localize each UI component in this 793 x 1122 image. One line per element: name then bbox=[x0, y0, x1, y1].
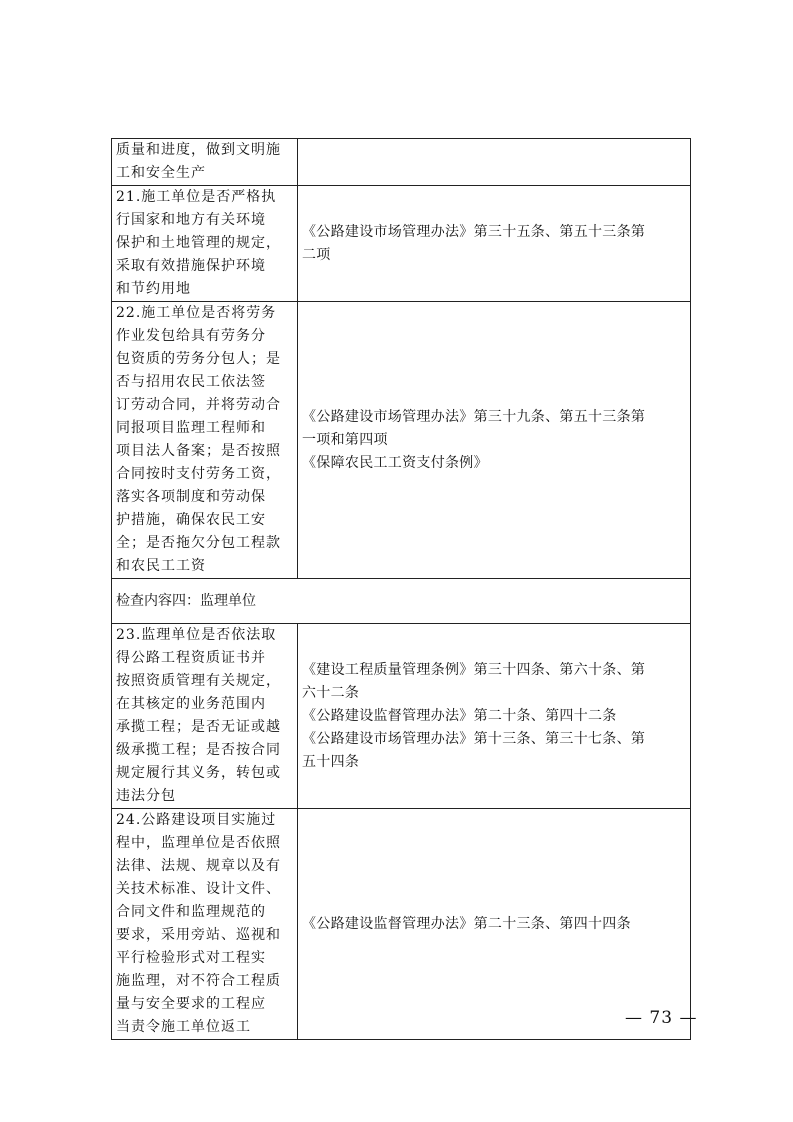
inspection-table bbox=[111, 138, 691, 1040]
item-line: 否与招用农民工依法签 bbox=[116, 374, 266, 390]
item-line: 量与安全要求的工程应 bbox=[116, 996, 266, 1012]
basis-cell bbox=[298, 139, 691, 186]
item-line: 得公路工程资质证书并 bbox=[116, 650, 266, 666]
item-cell bbox=[112, 186, 298, 302]
item-line: 承揽工程；是否无证或越 bbox=[116, 719, 281, 735]
basis-line: 《公路建设市场管理办法》第三十五条、第五十三条第 bbox=[302, 223, 646, 240]
section-row bbox=[112, 579, 691, 624]
item-line: 违法分包 bbox=[116, 788, 176, 804]
item-line: 工和安全生产 bbox=[116, 165, 206, 181]
item-line: 落实各项制度和劳动保 bbox=[116, 489, 266, 505]
table-row bbox=[112, 809, 691, 1040]
item-line: 法律、法规、规章以及有 bbox=[116, 858, 281, 874]
basis-line: 二项 bbox=[302, 246, 331, 263]
item-line: 当责令施工单位返工 bbox=[116, 1019, 251, 1035]
table-row bbox=[112, 302, 691, 579]
basis-line: 五十四条 bbox=[302, 753, 360, 770]
basis-line: 《保障农民工工资支付条例》 bbox=[302, 454, 488, 471]
item-line: 行国家和地方有关环境 bbox=[116, 212, 266, 228]
item-line: 施监理，对不符合工程质 bbox=[116, 973, 281, 989]
table-row bbox=[112, 139, 691, 186]
item-line: 保护和土地管理的规定， bbox=[116, 235, 281, 251]
table-row bbox=[112, 186, 691, 302]
item-line: 22.施工单位是否将劳务 bbox=[116, 305, 277, 321]
item-line: 和节约用地 bbox=[116, 281, 191, 297]
basis-cell bbox=[298, 624, 691, 809]
section-heading: 检查内容四：监理单位 bbox=[112, 579, 691, 624]
basis-line: 《建设工程质量管理条例》第三十四条、第六十条、第 bbox=[302, 661, 646, 678]
basis-line: 《公路建设市场管理办法》第十三条、第三十七条、第 bbox=[302, 730, 646, 747]
item-cell bbox=[112, 624, 298, 809]
item-line: 关技术标准、设计文件、 bbox=[116, 881, 281, 897]
item-line: 要求，采用旁站、巡视和 bbox=[116, 927, 281, 943]
item-cell bbox=[112, 139, 298, 186]
basis-line: 《公路建设监督管理办法》第二十条、第四十二条 bbox=[302, 707, 617, 724]
item-line: 按照资质管理有关规定， bbox=[116, 673, 281, 689]
item-line: 程中，监理单位是否依照 bbox=[116, 835, 281, 851]
page-number: — 73 — bbox=[625, 1008, 698, 1028]
item-line: 合同文件和监理规范的 bbox=[116, 904, 266, 920]
item-line: 级承揽工程；是否按合同 bbox=[116, 742, 281, 758]
item-line: 同报项目监理工程师和 bbox=[116, 420, 266, 436]
item-line: 在其核定的业务范围内 bbox=[116, 696, 266, 712]
item-line: 规定履行其义务，转包或 bbox=[116, 765, 281, 781]
basis-line: 《公路建设市场管理办法》第三十九条、第五十三条第 bbox=[302, 408, 646, 425]
table-row bbox=[112, 624, 691, 809]
item-line: 护措施，确保农民工安 bbox=[116, 512, 266, 528]
item-line: 24.公路建设项目实施过 bbox=[116, 812, 277, 828]
item-line: 作业发包给具有劳务分 bbox=[116, 328, 266, 344]
item-line: 质量和进度，做到文明施 bbox=[116, 142, 281, 158]
item-line: 合同按时支付劳务工资， bbox=[116, 466, 281, 482]
item-line: 21.施工单位是否严格执 bbox=[116, 189, 277, 205]
item-cell bbox=[112, 302, 298, 579]
basis-cell bbox=[298, 186, 691, 302]
item-cell bbox=[112, 809, 298, 1040]
item-line: 平行检验形式对工程实 bbox=[116, 950, 266, 966]
basis-line: 六十二条 bbox=[302, 684, 360, 701]
basis-line: 一项和第四项 bbox=[302, 431, 388, 448]
item-line: 和农民工工资 bbox=[116, 558, 206, 574]
item-line: 包资质的劳务分包人；是 bbox=[116, 351, 281, 367]
basis-line: 《公路建设监督管理办法》第二十三条、第四十四条 bbox=[302, 915, 631, 932]
item-line: 采取有效措施保护环境 bbox=[116, 258, 266, 274]
item-line: 订劳动合同，并将劳动合 bbox=[116, 397, 281, 413]
item-line: 23.监理单位是否依法取 bbox=[116, 627, 277, 643]
item-line: 项目法人备案；是否按照 bbox=[116, 443, 281, 459]
item-line: 全；是否拖欠分包工程款 bbox=[116, 535, 281, 551]
basis-cell bbox=[298, 302, 691, 579]
basis-cell bbox=[298, 809, 691, 1040]
